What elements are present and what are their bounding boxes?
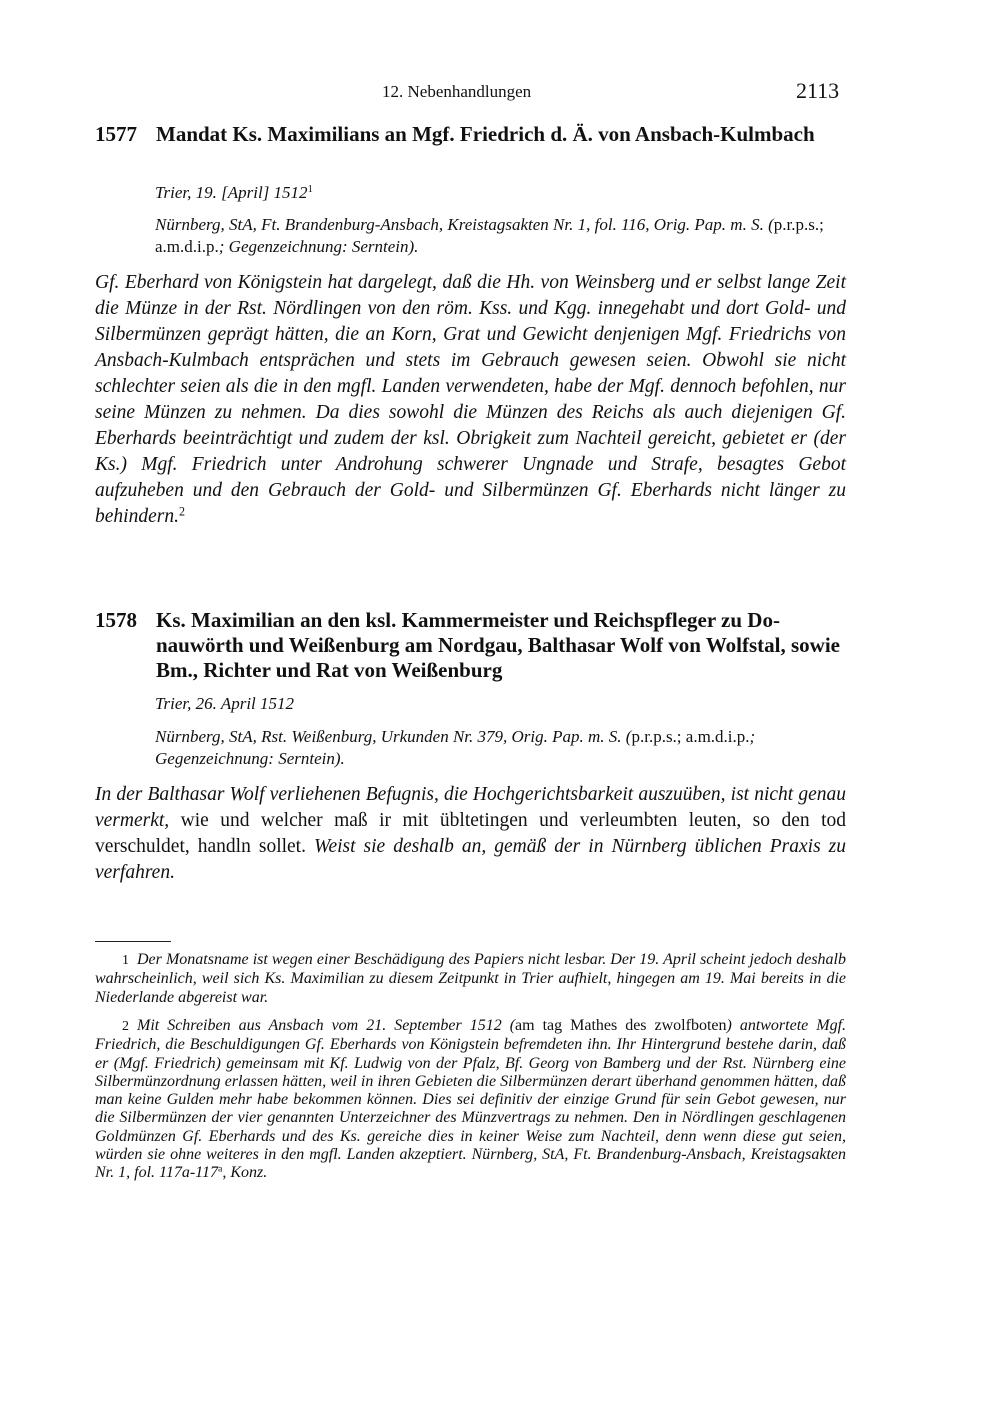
entry-title-1577: Mandat Ks. Maximilians an Mgf. Friedrich d. Ä. von Ansbach-Kulmbach (156, 122, 815, 146)
source-text: Nürnberg, StA, Rst. Weißenburg, Urkunden Nr. 379, Orig. Pap. m. S. ( (155, 727, 632, 746)
running-title: 12. Nebenhandlungen (382, 82, 532, 101)
entry-source-1578 (155, 726, 846, 770)
regest-text: In der Balthasar Wolf verliehenen Befugnis, die Hochgerichtsbarkeit auszuüben, ist nicht genau vermerkt, (95, 784, 846, 831)
entry-title-1578: Ks. Maximilian an den ksl. Kammermeister und Reichspfleger zu Donauwörth und Weißenburg am Nordgau, Balthasar Wolf von Wolfstal, sowie Bm., Richter und Rat von Weißenburg (156, 608, 840, 682)
footnote-mark-1: 1 (122, 953, 129, 968)
footnote-text-cont: ) antwortete Mgf. Friedrich, die Beschuldigungen Gf. Eberhards von Königstein befremdeten ihn. Ihr Hintergrund bestehe darin, daß er (Mgf. Friedrich) gemeinsam mit Kf. Ludwig von der Pfalz, Bf. Georg von Bamberg und der Rst. Nürnberg eine Silbermünzordnung erlassen hätten, weil in ihren Gebieten die Silbermünzen derart überhand genommen hätten, daß man keine Gulden mehr habe bekommen können. Dies sei definitiv der einzige Grund für sein Gebot gewesen, nur die Silbermünzen der vier genannten Unterzeichner des Münzvertrags zu nehmen. Den in Nördlingen geschlagenen Goldmünzen Gf. Eberhards und des Ks. gereiche dies in keiner Weise zum Nachteil, denn wenn diese gut seien, würden sie ohne weiteres in den mgfl. Landen akzeptiert. Nürnberg, StA, Ft. Brandenburg-Ansbach, Kreistagsakten Nr. 1, fol. 117a-117 (95, 1017, 847, 1182)
entry-number-1578: 1578 (95, 608, 137, 632)
source-formula: p.r.p.s.; a.m.d.i.p. (631, 727, 750, 746)
footnote-ref-1[interactable]: 1 (307, 184, 313, 196)
entry-number-1577: 1577 (95, 122, 137, 146)
source-text: Nürnberg, StA, Ft. Brandenburg-Ansbach, Kreistagsakten Nr. 1, fol. 116, Orig. Pap. m. S. ( (155, 215, 774, 234)
regest-quote: wie und welcher maß ir mit übltetingen und verleumbten leuten, so den tod verschuldet, handln sollet. (95, 810, 846, 857)
footnote-text: Der Monatsname ist wegen einer Beschädigung des Papiers nicht lesbar. Der 19. April scheint jedoch deshalb wahrscheinlich, weil sich Ks. Maximilian zu diesem Zeitpunkt in Trier aufhielt, hingegen am 19. Mai bereits in die Niederlande abgereist war. (95, 951, 846, 1006)
page-number: 2113 (796, 78, 840, 103)
entry-date-1577 (155, 182, 846, 204)
footnote-divider (95, 941, 171, 942)
regest-text: Gf. Eberhard von Königstein hat dargelegt, daß die Hh. von Weinsberg und er selbst lange Zeit die Münze in der Rst. Nördlingen von den röm. Kss. und Kgg. innegehabt und dort Gold- und Silbermünzen geprägt hätten, die an Korn, Grat und Gewicht denjenigen Mgf. Friedrichs von Ansbach-Kulmbach entsprächen und stets im Gebrauch gewesen seien. Obwohl sie nicht schlechter seien als die in den mgfl. Landen verwendeten, habe der Mgf. dennoch befohlen, nur seine Münzen zu nehmen. Da dies sowohl die Münzen des Reichs als auch diejenigen Gf. Eberhards beeinträchtigt und zudem der ksl. Obrigkeit zum Nachteil gereicht, gebietet er (der Ks.) Mgf. Friedrich unter Androhung schwerer Ungnade und Strafe, besagtes Gebot aufzuheben und den Gebrauch der Gold- und Silbermünzen Gf. Eberhards nicht länger zu behindern. (95, 272, 846, 527)
footnote-text-end: , Konz. (222, 1164, 268, 1182)
source-text-end: ; Gegenzeichnung: Serntein). (218, 237, 419, 256)
footnote-superscript: a (217, 1163, 223, 1175)
source-formula: p.r.p.s.; a.m.d.i.p. (155, 215, 824, 256)
footnote-2 (95, 1017, 846, 1183)
date-text: Trier, 19. [April] 1512 (155, 183, 308, 202)
entry-date-1578: Trier, 26. April 1512 (155, 694, 295, 713)
entry-source-1577 (155, 214, 846, 258)
footnote-mark-2: 2 (122, 1019, 129, 1034)
regest-text-end: Weist sie deshalb an, gemäß der in Nürnberg üblichen Praxis zu verfahren. (95, 836, 847, 883)
footnote-text: Mit Schreiben aus Ansbach vom 21. September 1512 ( (137, 1017, 516, 1034)
source-text-end: ; Gegenzeichnung: Serntein). (155, 727, 756, 768)
footnote-1 (95, 951, 846, 1007)
entry-regest-1577 (95, 270, 846, 530)
footnote-quote: am tag Mathes des zwolfboten (515, 1017, 727, 1034)
footnote-ref-2[interactable]: 2 (178, 504, 185, 519)
entry-regest-1578 (95, 782, 846, 886)
